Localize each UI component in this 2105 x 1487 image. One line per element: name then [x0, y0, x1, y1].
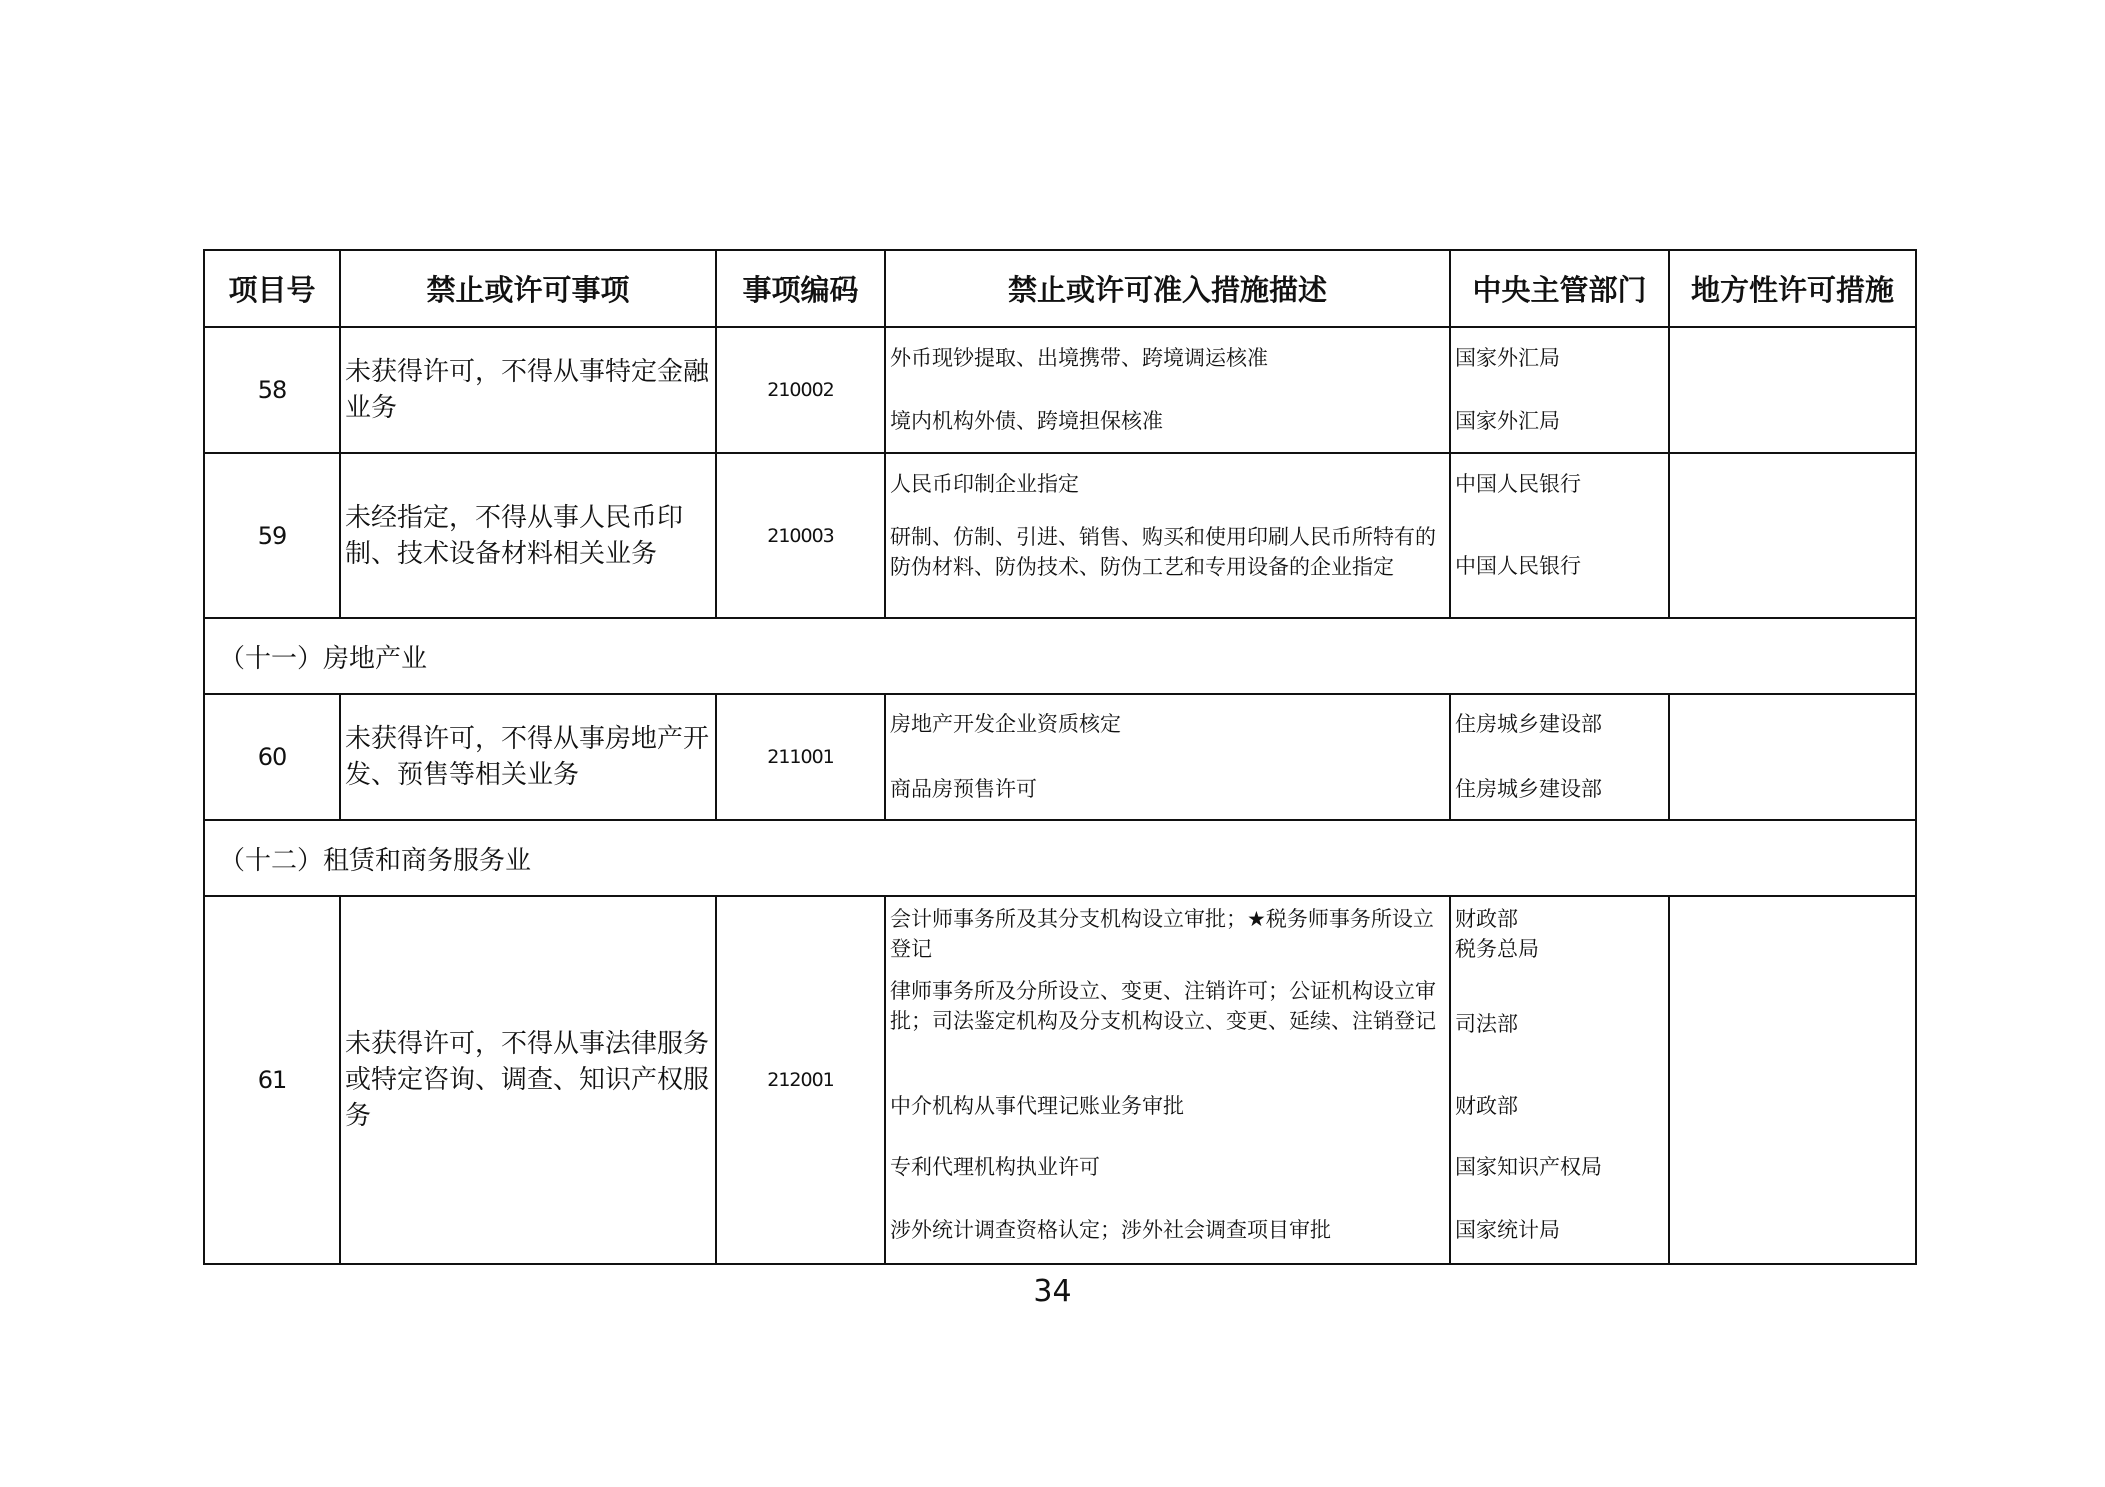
row-59-local: [1668, 452, 1917, 619]
row-61-item: 未获得许可，不得从事法律服务或特定咨询、调查、知识产权服务: [339, 895, 717, 1265]
dept: 财政部: [1455, 1094, 1518, 1118]
row-61-local: [1668, 895, 1917, 1265]
row-60-depts: [1449, 693, 1670, 821]
dept: 国家外汇局: [1455, 346, 1560, 370]
measure: 会计师事务所及其分支机构设立审批；★税务师事务所设立登记: [890, 907, 1434, 961]
row-61-no: 61: [203, 895, 341, 1265]
measure: 人民币印制企业指定: [890, 472, 1079, 496]
section-real-estate: （十一）房地产业: [203, 617, 1917, 695]
measure: 专利代理机构执业许可: [890, 1155, 1100, 1179]
row-59-item: 未经指定，不得从事人民币印制、技术设备材料相关业务: [339, 452, 717, 619]
row-59-measures: [884, 452, 1451, 619]
measure: 外币现钞提取、出境携带、跨境调运核准: [890, 346, 1268, 370]
measure: 房地产开发企业资质核定: [890, 712, 1121, 736]
header-dept: 中央主管部门: [1449, 249, 1670, 328]
section-leasing-business: （十二）租赁和商务服务业: [203, 819, 1917, 897]
dept: 司法部: [1455, 1012, 1518, 1036]
row-59-code: 210003: [715, 452, 886, 619]
header-local: 地方性许可措施: [1668, 249, 1917, 328]
row-60-item: 未获得许可，不得从事房地产开发、预售等相关业务: [339, 693, 717, 821]
measure: 中介机构从事代理记账业务审批: [890, 1094, 1184, 1118]
dept: 中国人民银行: [1455, 554, 1581, 578]
dept: 国家知识产权局: [1455, 1155, 1602, 1179]
row-60-measures: [884, 693, 1451, 821]
row-58-code: 210002: [715, 326, 886, 454]
dept: 住房城乡建设部: [1455, 712, 1602, 736]
row-60-local: [1668, 693, 1917, 821]
header-measures: 禁止或许可准入措施描述: [884, 249, 1451, 328]
row-61-code: 212001: [715, 895, 886, 1265]
row-61-depts: [1449, 895, 1670, 1265]
dept: 国家外汇局: [1455, 409, 1560, 433]
header-code: 事项编码: [715, 249, 886, 328]
measure: 研制、仿制、引进、销售、购买和使用印刷人民币所特有的防伪材料、防伪技术、防伪工艺和专用设备的企业指定: [890, 525, 1436, 579]
row-58-measures: [884, 326, 1451, 454]
row-58-depts: [1449, 326, 1670, 454]
row-60-code: 211001: [715, 693, 886, 821]
measure: 律师事务所及分所设立、变更、注销许可；公证机构设立审批；司法鉴定机构及分支机构设立、变更、延续、注销登记: [890, 979, 1436, 1033]
row-61-measures: [884, 895, 1451, 1265]
measure: 涉外统计调查资格认定；涉外社会调查项目审批: [890, 1218, 1331, 1242]
page-number: 34: [1033, 1274, 1072, 1309]
row-58-no: 58: [203, 326, 341, 454]
dept: 国家统计局: [1455, 1218, 1560, 1242]
row-60-no: 60: [203, 693, 341, 821]
row-59-depts: [1449, 452, 1670, 619]
measure: 商品房预售许可: [890, 777, 1037, 801]
header-item-no: 项目号: [203, 249, 341, 328]
measure: 境内机构外债、跨境担保核准: [890, 409, 1163, 433]
header-item: 禁止或许可事项: [339, 249, 717, 328]
dept: 住房城乡建设部: [1455, 777, 1602, 801]
dept: 财政部 税务总局: [1455, 907, 1539, 961]
row-59-no: 59: [203, 452, 341, 619]
dept: 中国人民银行: [1455, 472, 1581, 496]
row-58-local: [1668, 326, 1917, 454]
row-58-item: 未获得许可，不得从事特定金融业务: [339, 326, 717, 454]
